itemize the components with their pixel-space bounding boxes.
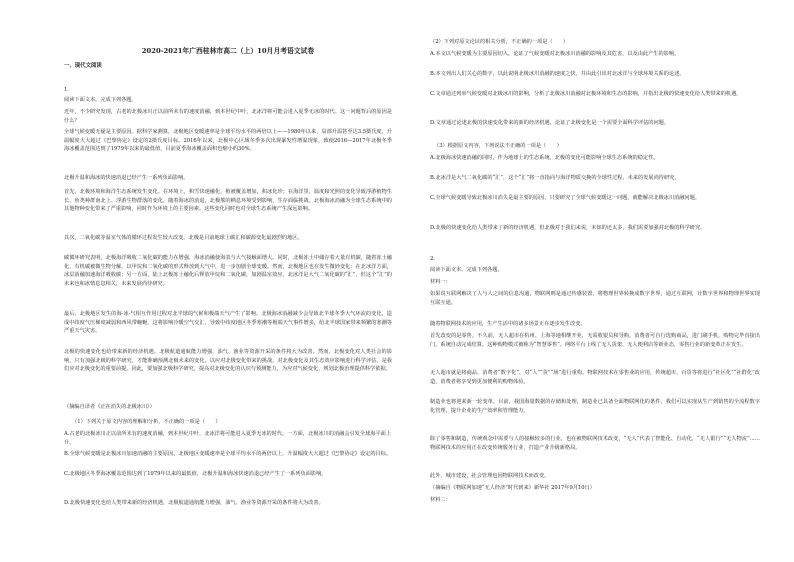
paragraph: 北极的快速变化也给带来新的经济机遇。北极航道通航能力增强，油气、渔业等资源开采的条件将大为改善。然而，北极变化对人类社会的影响，只有加强北极的科学研究，才能准确预测北极未来的变化，以应对北极变化带来的挑战。对北极变化及其生态效应影响进行科学评估，是我们应对北极变化的重要前提。因此，要加强北极科学研究，提高对北极变化的认识与预测能力，为应对气候变化、规划北极治理提供科学依据。 — [64, 349, 392, 373]
paragraph: 碳循环研究表明，北极海洋吸收二氧化碳的能力在增强，海冰消融使海表与大气接触面增大。同时，北极冻土中储存着大量有机碳，随着冻土融化，有机碳被微生物分解，以甲烷和二氧化碳的形式释放到大气中，进一步加剧全球变暖。然而，北极地区也在发生微妙变化：在北冰洋方面，冰层消融加速海洋吸收碳；另一方面，陆上北极冻土融化后释放甲烷和二氧化碳，加剧温室效应。北冰洋是大气二氧化碳的“汇”，但这个“汇”的未来也和冰情息息相关，未来发展尚待研究。 — [64, 255, 392, 287]
source-note: （摘编自《物联网加速“无人经济”时代到来》新华社 2017年9月10日） — [430, 485, 595, 491]
question-number: 2. — [430, 256, 435, 262]
paragraph: 如果说互联网解决了人与人之间的信息沟通，物联网则是通过传感装置，将物理世界转换成数字世界，通过互联网，让数字世界和物理世界实现互联互通。 — [430, 291, 760, 306]
question-stem: （2）下列对原文论证的相关分析，不正确的一项是（ ） — [430, 39, 569, 45]
option-b[interactable]: B.本文列出人们关心的数字，以此说明北极冰川消融的速度之快，并由此引出对北冰洋与全球环境关系的论述。 — [430, 71, 685, 77]
exam-title: 2020-2021年广西桂林市高二（上）10月月考语文试卷 — [141, 47, 315, 55]
option-a[interactable]: A.古老的北极冰川正以前所未有的速度消融，到本世纪中叶，北冰洋将可能进入夏季无冰的时代，一方面，北极冰川的消融会引发全球海平面上升。 — [64, 431, 392, 446]
option-d[interactable]: D.文章通过论述北极的快速变化带来的新的经济机遇，论证了北极变化是一个需要全面科学评估的问题。 — [430, 120, 670, 126]
question-number: 1. — [64, 87, 69, 93]
option-a[interactable]: A.本文以气候变暖为主要原因切入，论证了气候变暖对北极冰川消融的影响及其危害，以及由此产生的影响。 — [430, 51, 680, 57]
paragraph: 近年，不少研究发现，古老的北极冰川正以前所未有的速度消融，到本世纪中叶，北冰洋将可能会进入夏季无冰的时代。这一问题背后的原因是什么？ — [64, 109, 392, 124]
section-heading: 一、现代文阅读 — [64, 63, 102, 69]
instruction: 阅读下面文本，完成下列各题。 — [430, 267, 503, 273]
material-label: 材料二： — [430, 497, 451, 503]
paragraph: 北极升温和海冰的快速消退已经产生一系列负面影响。 — [64, 175, 189, 181]
option-d[interactable]: D.北极的快速变化给人类带来了新的经济机遇，但北极对于我们来说，未知的还太多，我们需要加强对北极的科学研究。 — [430, 225, 706, 231]
option-b[interactable]: B.北冰洋是大气二氧化碳的“汇”，这个“汇”将一直指向与海洋物质交换的全球性过程，未来的发展尚待研究。 — [430, 175, 680, 181]
left-column — [64, 0, 392, 562]
option-b[interactable]: B.全球气候变暖是北极冰川加速消融的主要原因，北极地区变暖速率是全球平均水平的两倍以上，升温幅度大大超过《巴黎协定》设定的目标。 — [64, 451, 392, 457]
option-a[interactable]: A.北极海冰快速消融的同时，作为地球上的生态系统，北极的变化可能影响全球生态系统的稳定性。 — [430, 155, 659, 161]
question-stem: （3）根据原文内容，下列说法不正确的一项是（ ） — [434, 143, 562, 149]
option-c[interactable]: C.文章通过列举气候变暖对北极冰川的影响，分析了北极冰川消融对北极环境和生态的影响，并指出北极的快速变化给人类带来的机遇。 — [430, 91, 742, 97]
option-c[interactable]: C.北极地区冬季海冰覆盖范围达到了1979年以来的最低值，北极升温和海冰快速消退已经产生了一系列负面影响。 — [64, 471, 327, 477]
paragraph: 首先，北极环境和海洋生态系统发生变化。在环境上，积雪快速融化，植被覆盖增加，积冰化珍；在海洋里，温度和光照的变化导致浮游植物生长、鱼类种群南北上、浮游生物群落的变化，随着海冰的消退，北极熊的栖息环境受到影响，生存面临挑战。北极海冰消融为全球生态系统中的其他物种变化带来了严重影响，同时作为环境上的主要因素。这些变化同时也对全球生态系统产生深远影响。 — [64, 189, 392, 213]
right-column — [430, 0, 760, 562]
question-stem: （1）下列关于原文内容的理解和分析，不正确的一项是（ ） — [72, 419, 221, 425]
instruction: 阅读下面文本，完成下列各题。 — [64, 97, 137, 103]
paragraph: 制造业也将迎来新一轮变革。目前，我国海量数据的存储和处理，制造业已具备全面物联网化的条件，我们可以实现从生产到销售的全流程数字化管理，提升企业的生产效率和管理能力。 — [430, 399, 760, 414]
paragraph: 随着物联网技术的应用，生产生活中的诸多场景正在逐步发生改变。 — [430, 321, 586, 327]
paragraph: 首先改变的是零售。不久前，无人超市在杭州、上海等地相继开业，无需收银员和导购，消费者可自行选购商品，进门刷手机，购物完毕直接出门，系统自动完成结算。这种购物模式被称为“智慧零售”。网络平台上线了无人货架、无人便利店等新业态，零售行业的新变革正在发生。 — [430, 333, 760, 348]
paragraph: 其次，二氧化碳等温室气体的循环过程发生较大改变。北极是目前地球上碳汇和碳源变化最剧烈的地区。 — [64, 235, 303, 241]
source-note: （摘编自译者《正在消失的北极冰川》） — [64, 404, 155, 410]
paragraph: 此外，城市建设，社会管理也因物联网技术而改变。 — [430, 473, 550, 479]
option-c[interactable]: C.全球气候变暖导致北极冰川消失是最主要的原因，只要研究了全球气候变暖这一问题，就能解决北极冰川消融问题。 — [430, 195, 700, 201]
material-label: 材料一： — [430, 279, 451, 285]
paragraph: 全球气候变暖无疑是主要原因。据科学家测算，北极地区变暖速率是全球平均水平的两倍以上——1980年以来，局部升温甚至达3.5摄氏度，升温幅度大大超过《巴黎协定》设定的2摄氏度目标。2016年以来，北极中心区域冬季多次出现暴发性增温现象，致使2016—2017年北极冬季海冰覆盖范围达到了1979年以来的最低值，目前夏季海冰覆盖面积也缩小约30%。 — [64, 129, 392, 153]
paragraph: 最后，北极地区发生的海-冰-气相互作用过程对北半球的气候和极端天气产生了影响。北极海冰消融减少会导致北半球冬季大气环流的变化，造成中纬度气压梯度减弱和西风带蜿蜒，这将影响冷暖空气交汇，导致中纬度地区冬季寒潮等极端天气事件增多，给北半球国家带来频繁的寒潮等严重天气灾害。 — [64, 311, 392, 335]
paragraph: 除了零售和制造，传统观念中需要与人的接触较多的行业，也在被物联网技术改变，“无人”代表了智能化、自动化，“无人银行”“无人物流”……物联网技术的应用正在改变传统服务行业，打造产业升级新格局。 — [430, 436, 760, 451]
option-d[interactable]: D.北极快速变化也给人类带来新的经济机遇，北极航道通航能力增强，油气、渔业等资源开采的条件将大为改善。 — [64, 500, 324, 506]
paragraph: 无人超市就是将商品、消费者“数字化”，对“人”“货”“场”进行重构。物联网技术在零售业的应用，传统超市、百货等将进行“社区化”“社群化”改造，消费者将享受到更加便利的购物体验。 — [430, 370, 760, 385]
